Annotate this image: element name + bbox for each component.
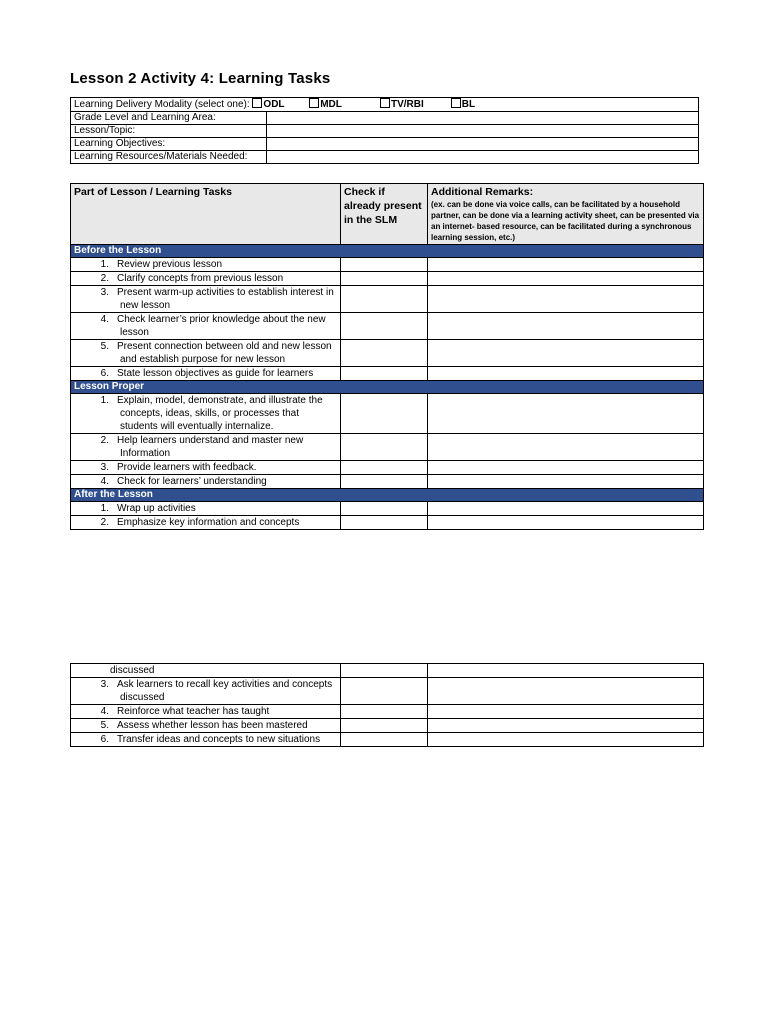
checkbox-icon[interactable] bbox=[309, 98, 319, 108]
table-row bbox=[71, 516, 704, 530]
check-cell[interactable] bbox=[341, 502, 428, 516]
task-cell: 2. Emphasize key information and concepts bbox=[71, 516, 341, 530]
info-value[interactable] bbox=[267, 125, 699, 138]
remarks-cell[interactable] bbox=[428, 502, 704, 516]
option-bl[interactable]: BL bbox=[451, 98, 475, 111]
task-cell: 1. Explain, model, demonstrate, and illustrate the concepts, ideas, skills, or processes that students will eventually internalize. bbox=[71, 394, 341, 434]
option-odl[interactable]: ODL bbox=[252, 98, 306, 111]
info-row bbox=[71, 138, 699, 151]
info-value[interactable] bbox=[267, 151, 699, 164]
task-cell: 6. Transfer ideas and concepts to new situations bbox=[71, 733, 341, 747]
check-cell[interactable] bbox=[341, 719, 428, 733]
table-row bbox=[71, 367, 704, 381]
page-title: Lesson 2 Activity 4: Learning Tasks bbox=[70, 70, 331, 87]
remarks-cell[interactable] bbox=[428, 367, 704, 381]
remarks-cell[interactable] bbox=[428, 705, 704, 719]
remarks-note: (ex. can be done via voice calls, can be facilitated by a household partner, can be done via a learning activity sheet, can be presented via an internet- based resource, can be facilitated during a synchronous learning session, etc.) bbox=[431, 200, 700, 242]
lesson-info-table bbox=[70, 97, 699, 164]
remarks-cell[interactable] bbox=[428, 733, 704, 747]
learning-tasks-table bbox=[70, 183, 704, 530]
info-label: Learning Objectives: bbox=[71, 138, 267, 151]
check-cell[interactable] bbox=[341, 340, 428, 367]
task-cell: 2. Clarify concepts from previous lesson bbox=[71, 272, 341, 286]
checkbox-icon[interactable] bbox=[380, 98, 390, 108]
remarks-cell[interactable] bbox=[428, 664, 704, 678]
table-row bbox=[71, 664, 704, 678]
task-cell: 3. Present warm-up activities to establish interest in new lesson bbox=[71, 286, 341, 313]
task-cell: 6. State lesson objectives as guide for learners bbox=[71, 367, 341, 381]
check-cell[interactable] bbox=[341, 272, 428, 286]
info-value[interactable] bbox=[267, 112, 699, 125]
remarks-cell[interactable] bbox=[428, 461, 704, 475]
check-cell[interactable] bbox=[341, 664, 428, 678]
check-cell[interactable] bbox=[341, 461, 428, 475]
remarks-cell[interactable] bbox=[428, 719, 704, 733]
table-row bbox=[71, 286, 704, 313]
check-cell[interactable] bbox=[341, 516, 428, 530]
info-row bbox=[71, 125, 699, 138]
task-cell: 1. Wrap up activities bbox=[71, 502, 341, 516]
remarks-cell[interactable] bbox=[428, 340, 704, 367]
remarks-cell[interactable] bbox=[428, 516, 704, 530]
table-header-row bbox=[71, 184, 704, 245]
task-cell: 3. Ask learners to recall key activities and concepts discussed bbox=[71, 678, 341, 705]
header-check: Check if already present in the SLM bbox=[341, 184, 428, 245]
remarks-cell[interactable] bbox=[428, 313, 704, 340]
table-row bbox=[71, 502, 704, 516]
section-proper bbox=[71, 381, 704, 394]
remarks-cell[interactable] bbox=[428, 434, 704, 461]
remarks-cell[interactable] bbox=[428, 258, 704, 272]
task-cell: 4. Check learner’s prior knowledge about the new lesson bbox=[71, 313, 341, 340]
table-row bbox=[71, 719, 704, 733]
check-cell[interactable] bbox=[341, 367, 428, 381]
task-cell: 1. Review previous lesson bbox=[71, 258, 341, 272]
header-part: Part of Lesson / Learning Tasks bbox=[71, 184, 341, 245]
table-row bbox=[71, 733, 704, 747]
remarks-cell[interactable] bbox=[428, 286, 704, 313]
table-row bbox=[71, 678, 704, 705]
modality-cell bbox=[71, 98, 699, 112]
check-cell[interactable] bbox=[341, 434, 428, 461]
check-cell[interactable] bbox=[341, 678, 428, 705]
table-row bbox=[71, 461, 704, 475]
task-cell: 4. Check for learners’ understanding bbox=[71, 475, 341, 489]
section-before bbox=[71, 245, 704, 258]
info-row bbox=[71, 112, 699, 125]
section-label: Lesson Proper bbox=[71, 381, 704, 394]
checkbox-icon[interactable] bbox=[252, 98, 262, 108]
remarks-cell[interactable] bbox=[428, 678, 704, 705]
table-row bbox=[71, 313, 704, 340]
remarks-cell[interactable] bbox=[428, 272, 704, 286]
section-after bbox=[71, 489, 704, 502]
task-cell: 5. Assess whether lesson has been mastered bbox=[71, 719, 341, 733]
check-cell[interactable] bbox=[341, 394, 428, 434]
learning-tasks-table-continued bbox=[70, 663, 704, 747]
table-row bbox=[71, 475, 704, 489]
table-row bbox=[71, 272, 704, 286]
checkbox-icon[interactable] bbox=[451, 98, 461, 108]
modality-row bbox=[71, 98, 699, 112]
task-cell: 5. Present connection between old and new lesson and establish purpose for new lesson bbox=[71, 340, 341, 367]
info-row bbox=[71, 151, 699, 164]
task-cell: 2. Help learners understand and master new Information bbox=[71, 434, 341, 461]
info-value[interactable] bbox=[267, 138, 699, 151]
remarks-title: Additional Remarks: bbox=[431, 186, 534, 198]
check-cell[interactable] bbox=[341, 733, 428, 747]
table-row bbox=[71, 394, 704, 434]
table-row bbox=[71, 258, 704, 272]
task-cell: 4. Reinforce what teacher has taught bbox=[71, 705, 341, 719]
table-row bbox=[71, 340, 704, 367]
check-cell[interactable] bbox=[341, 258, 428, 272]
section-label: After the Lesson bbox=[71, 489, 704, 502]
check-cell[interactable] bbox=[341, 313, 428, 340]
option-mdl[interactable]: MDL bbox=[309, 98, 377, 111]
info-label: Lesson/Topic: bbox=[71, 125, 267, 138]
check-cell[interactable] bbox=[341, 286, 428, 313]
table-row bbox=[71, 705, 704, 719]
modality-label: Learning Delivery Modality (select one): bbox=[74, 99, 250, 110]
option-tvrbi[interactable]: TV/RBI bbox=[380, 98, 448, 111]
info-label: Grade Level and Learning Area: bbox=[71, 112, 267, 125]
check-cell[interactable] bbox=[341, 475, 428, 489]
section-label: Before the Lesson bbox=[71, 245, 704, 258]
header-remarks bbox=[428, 184, 704, 245]
remarks-cell[interactable] bbox=[428, 394, 704, 434]
task-cell: discussed bbox=[71, 664, 341, 678]
task-cell: 3. Provide learners with feedback. bbox=[71, 461, 341, 475]
remarks-cell[interactable] bbox=[428, 475, 704, 489]
info-label: Learning Resources/Materials Needed: bbox=[71, 151, 267, 164]
table-row bbox=[71, 434, 704, 461]
check-cell[interactable] bbox=[341, 705, 428, 719]
